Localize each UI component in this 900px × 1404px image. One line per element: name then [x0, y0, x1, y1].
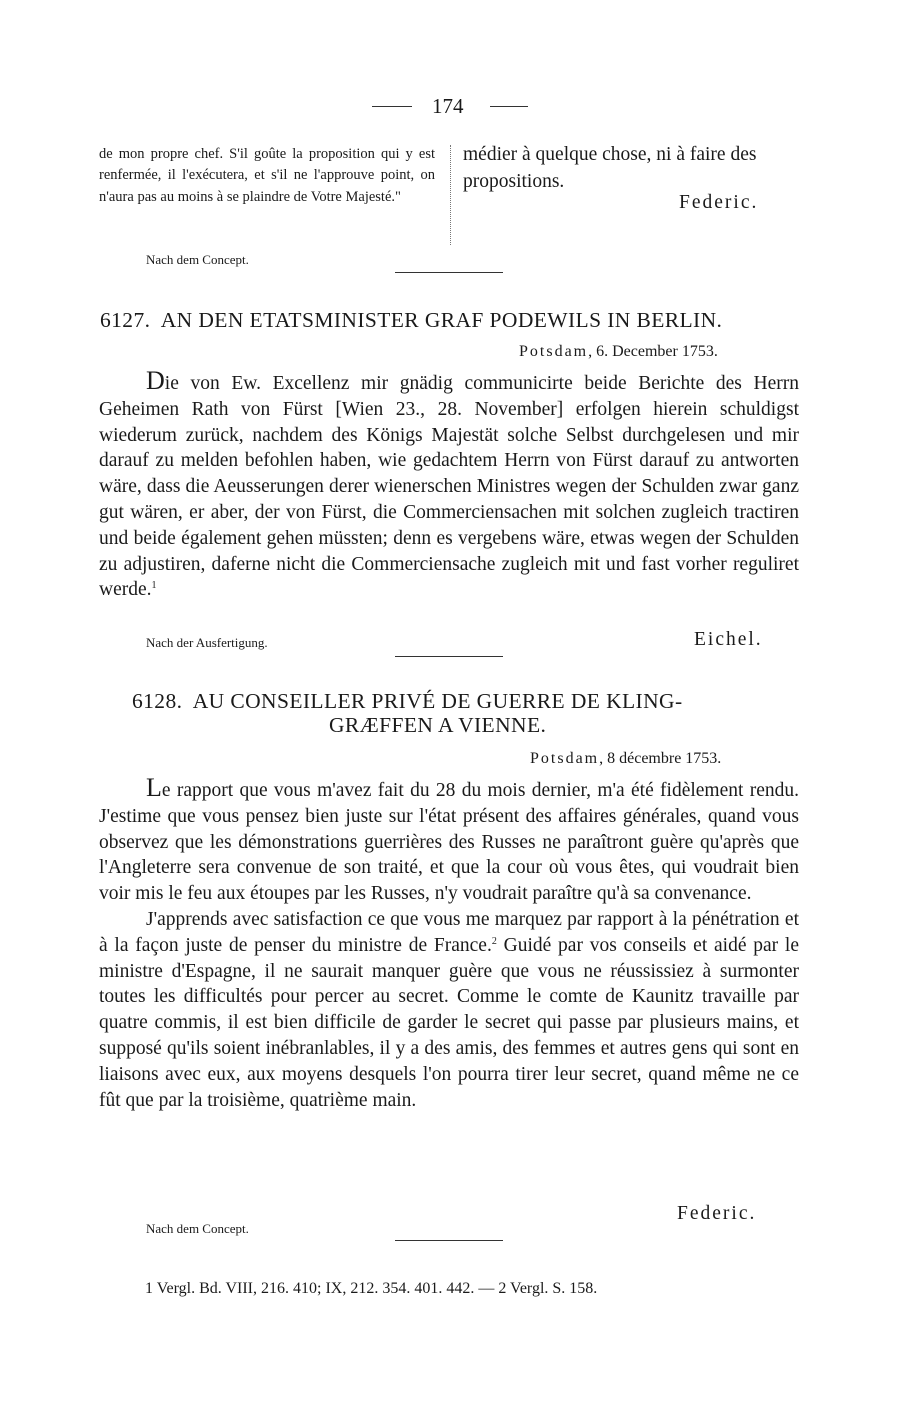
left-column-source-note: Nach dem Concept.	[146, 252, 249, 267]
header-rule-right	[490, 106, 528, 107]
column-divider	[450, 145, 451, 245]
doc-6128-source-note: Nach dem Concept.	[146, 1221, 249, 1236]
footnotes: 1 Vergl. Bd. VIII, 216. 410; IX, 212. 354. 401. 442. — 2 Vergl. S. 158.	[145, 1280, 598, 1297]
doc-6128-paragraph-2a: J'apprends avec satisfaction ce que vous me marquez par rapport à la pénétration et à la façon juste de penser du ministre de France.	[99, 908, 799, 956]
doc-6128-paragraph-2	[99, 907, 799, 1113]
doc-6128-paragraph-2b: Guidé par vos conseils et aidé par le ministre d'Espagne, il ne saurait manquer guère que vous ne réussissiez à surmonter toutes les difficultés pour percer au secret. Comme le comte de Kaunitz travaille par quatre commis, il est bien difficile de garder le secret qui passe par plusieurs mains, et supposé qu'ils soient inébranlables, il y a des amis, des femmes et autres gens qui sont en liaisons avec eux, aux moyens desquels l'on pourra tirer leur secret, quand même ne ce fût que par la troisième, quatrième main.	[99, 934, 799, 1111]
right-column-text: médier à quelque chose, ni à faire des propositions.	[463, 144, 757, 192]
doc-6128-number: 6128.	[132, 689, 183, 713]
doc-6128-paragraph-1: Le rapport que vous m'avez fait du 28 du mois dernier, m'a été fidèlement rendu. J'estime que vous pensez bien juste sur l'état présent des affaires générales, quand vous observez que les démonstrations guerrières des Russes ne paraîtront guère qu'après que l'Angleterre sera convenue de son traité, et que la cour où vous êtes, qui voudrait bien voir mis le feu aux étoupes par les Russes, n'y voudrait paraître qu'à sa convenance.	[99, 773, 799, 905]
doc-6127-source-note: Nach der Ausfertigung.	[146, 635, 268, 650]
doc-6127-signature: Eichel.	[694, 629, 763, 650]
doc-6127-text: Die von Ew. Excellenz mir gnädig communicirte beide Berichte des Herrn Geheimen Rath von Fürst [Wien 23., 28. November] erfolgen hierein schuldigst wiederum zurück, nachdem des Königs Majestät solche Selbst durchgelesen und mir darauf zu melden befohlen haben, wie gedachtem Herrn von Fürst darauf zu antworten wäre, dass die Aeusserungen derer wienerschen Ministres wegen der Schulden zwar ganz gut wären, er aber, der von Fürst, die Commerciensachen mit solchen zugleich tractiren und beide également gehen müssten; denn es vergebens wäre, etwas wegen der Schulden zu adjustiren, daferne nicht die Commerciensache zugleich mit und fast vorher reguliret werde.	[99, 366, 799, 601]
doc-6128-heading	[132, 689, 683, 714]
doc-6127-body	[99, 368, 799, 603]
right-column-continuation	[463, 142, 799, 195]
doc-6128-title-line1: AU CONSEILLER PRIVÉ DE GUERRE DE KLING-	[192, 689, 683, 713]
section-divider-2	[395, 656, 503, 657]
right-column-signature: Federic.	[679, 192, 759, 213]
footnote-mark-2: 2	[491, 935, 497, 947]
page-number: 174	[432, 94, 464, 118]
doc-6128-body	[99, 775, 799, 1113]
footnote-divider	[395, 1240, 503, 1241]
doc-6127-heading	[100, 308, 722, 333]
doc-6127-date: , 6. December 1753.	[588, 343, 718, 360]
doc-6127-title: AN DEN ETATSMINISTER GRAF PODEWILS IN BERLIN.	[160, 308, 723, 332]
doc-6127-place: Potsdam	[519, 343, 589, 360]
doc-6127-dateline	[519, 343, 718, 361]
doc-6128-title-line2: GRÆFFEN A VIENNE.	[329, 713, 547, 737]
doc-6128-date: , 8 décembre 1753.	[599, 750, 722, 767]
left-column-continuation	[99, 144, 435, 208]
section-divider	[395, 272, 503, 273]
doc-6128-signature: Federic.	[677, 1203, 757, 1224]
footnote-mark-1: 1	[151, 580, 157, 592]
doc-6128-dateline	[530, 750, 721, 768]
doc-6127-number: 6127.	[100, 308, 151, 332]
left-column-text: de mon propre chef. S'il goûte la proposition qui y est renfermée, il l'exécutera, et s'il ne l'approuve point, on n'aura pas au moins à se plaindre de Votre Majesté."	[99, 146, 435, 205]
doc-6128-place: Potsdam	[530, 750, 600, 767]
header-rule-left	[372, 106, 412, 107]
